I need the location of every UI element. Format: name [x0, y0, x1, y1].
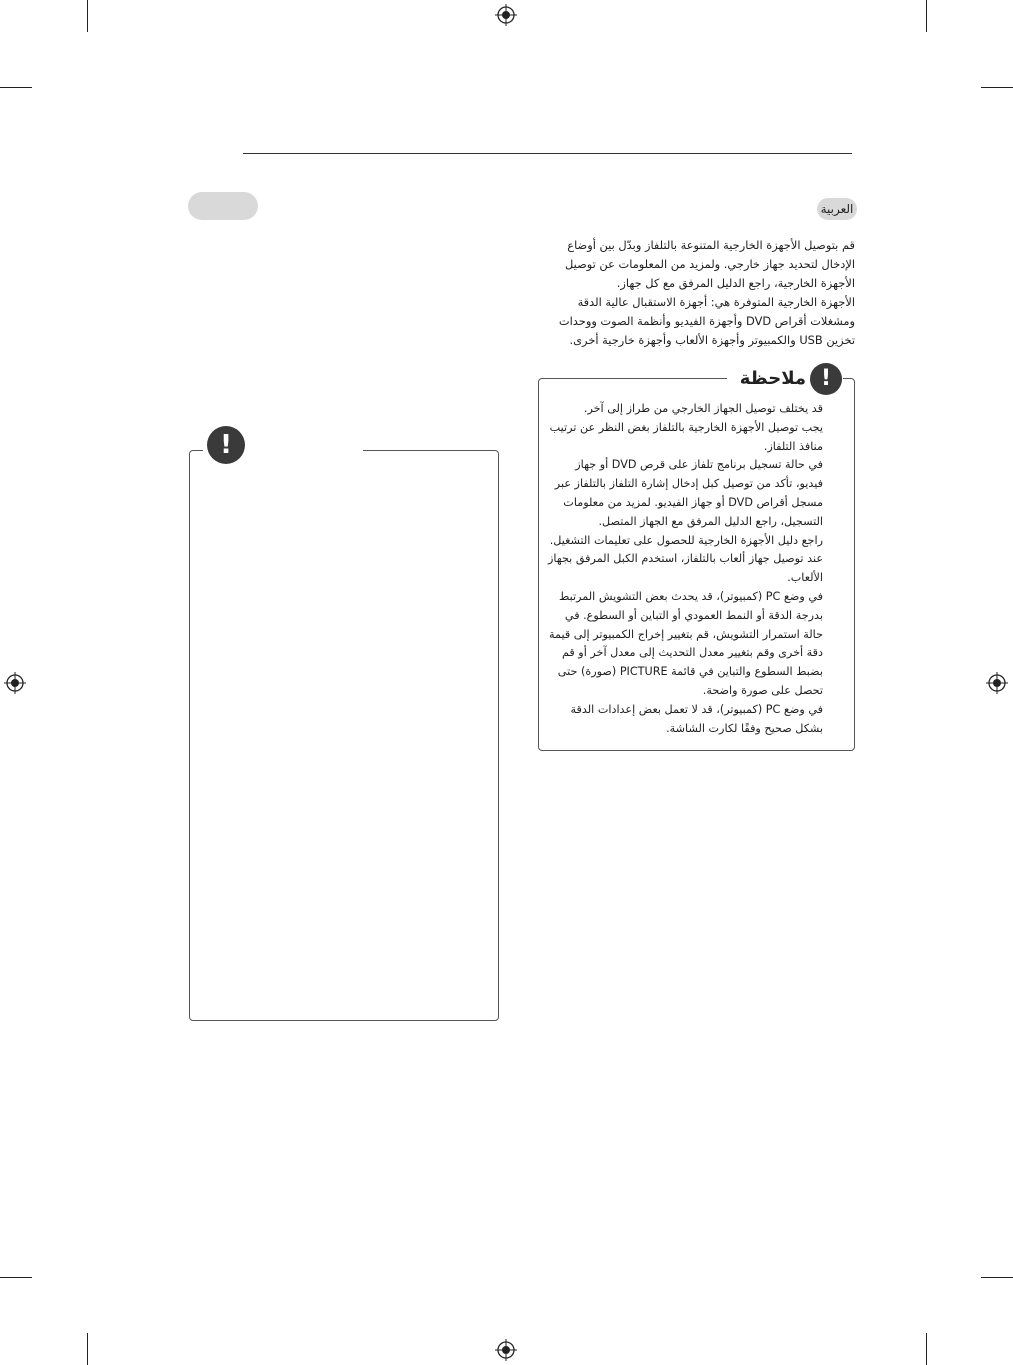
exclamation-icon: !	[207, 426, 245, 464]
intro-text	[537, 236, 855, 350]
note-item: يجب توصيل الأجهزة الخارجية بالتلفاز بغض النظر عن ترتيب منافذ التلفاز.	[549, 420, 823, 453]
crop-mark	[0, 1277, 32, 1278]
crop-mark	[926, 0, 927, 32]
crop-mark	[981, 1277, 1013, 1278]
note-item: راجع دليل الأجهزة الخارجية للحصول على تعليمات التشغيل.	[549, 533, 823, 547]
crop-mark	[87, 0, 88, 32]
registration-mark-icon	[986, 672, 1008, 694]
note-item: عند توصيل جهاز ألعاب بالتلفاز، استخدم الكبل المرفق بجهاز الألعاب.	[547, 552, 823, 585]
note-item: في وضع PC (كمبيوتر)، قد يحدث بعض التشويش المرتبط بدرجة الدقة أو النمط العمودي أو التباين أو السطوع. في حالة استمرار التشويش، قم بتغيير إخراج الكمبيوتر إلى قيمة دقة أخرى وقم بتغيير معدل التحديث إلى معدل آخر أو قم بضبط السطوع والتباين في قائمة PICTURE (صورة) حتى تحصل على صورة واضحة.	[549, 589, 823, 697]
registration-mark-icon	[495, 4, 517, 26]
registration-mark-icon	[4, 672, 26, 694]
header-rule	[243, 153, 852, 154]
language-badge: العربية	[817, 198, 857, 220]
crop-mark	[87, 1333, 88, 1365]
note-item: قد يختلف توصيل الجهاز الخارجي من طراز إلى آخر.	[583, 402, 823, 415]
exclamation-icon: !	[810, 363, 842, 395]
crop-mark	[0, 87, 32, 88]
crop-mark	[926, 1333, 927, 1365]
note-title: ملاحظة	[739, 368, 806, 389]
note-item: في حالة تسجيل برنامج تلفاز على قرص DVD أو جهاز فيديو، تأكد من توصيل كبل إدخال إشارة التلفاز بالتلفاز عبر مسجل أقراص DVD أو جهاز الفيديو. لمزيد من معلومات التسجيل، راجع الدليل المرفق مع الجهاز المتصل.	[554, 458, 823, 528]
page-number-pill	[188, 192, 258, 220]
note-list	[548, 400, 823, 738]
empty-note-box	[189, 450, 499, 1021]
registration-mark-icon	[495, 1339, 517, 1361]
crop-mark	[981, 87, 1013, 88]
intro-paragraph: الأجهزة الخارجية المتوفرة هي: أجهزة الاستقبال عالية الدقة ومشغلات أقراص DVD وأجهزة الفيديو وأنظمة الصوت ووحدات تخزين USB والكمبيوتر وأجهزة الألعاب وأجهزة خارجية أخرى.	[558, 295, 855, 347]
intro-paragraph: قم بتوصيل الأجهزة الخارجية المتنوعة بالتلفاز وبدّل بين أوضاع الإدخال لتحديد جهاز خارجي. ولمزيد من المعلومات عن توصيل الأجهزة الخارجية، راجع الدليل المرفق مع كل جهاز.	[565, 238, 855, 290]
note-item: في وضع PC (كمبيوتر)، قد لا تعمل بعض إعدادات الدقة بشكل صحيح وفقًا لكارت الشاشة.	[570, 702, 823, 735]
